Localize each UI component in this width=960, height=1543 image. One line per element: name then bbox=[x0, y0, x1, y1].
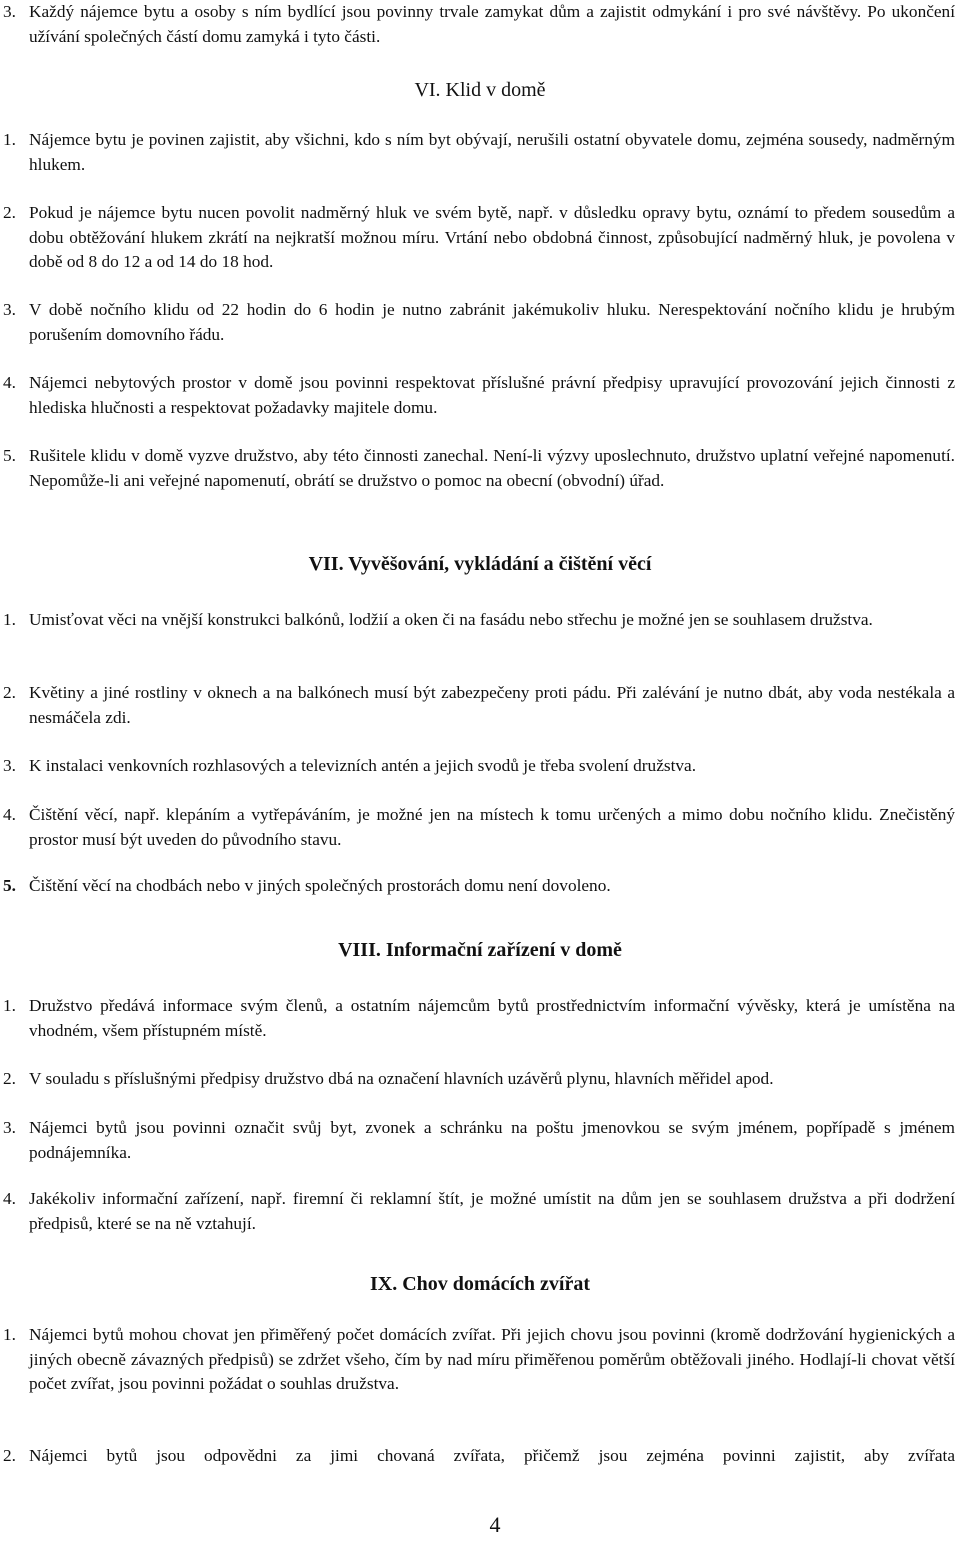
item-text: Nájemci nebytových prostor v domě jsou povinni respektovat příslušné právní předpisy upravující provozování jejich činnosti z hlediska hlučnosti a respektovat požadavky majitele domu. bbox=[29, 373, 955, 417]
item-text: Umisťovat věci na vnější konstrukci balkónů, lodžií a oken či na fasádu nebo střechu je možné jen se souhlasem družstva. bbox=[29, 610, 873, 629]
item-number: 1. bbox=[3, 1325, 16, 1344]
item-number: 4. bbox=[3, 805, 16, 824]
list-item bbox=[0, 201, 955, 275]
list-item bbox=[0, 371, 955, 420]
list-item bbox=[0, 1116, 955, 1165]
item-text: Rušitele klidu v domě vyzve družstvo, aby této činnosti zanechal. Není-li výzvy uposlechnuto, družstvo uplatní veřejné napomenutí. Nepomůže-li ani veřejné napomenutí, obrátí se družstvo o pomoc na obecní (obvodní) úřad. bbox=[29, 446, 955, 490]
item-number: 5. bbox=[3, 446, 16, 465]
page-number: 4 bbox=[489, 1512, 501, 1537]
item-number: 4. bbox=[3, 373, 16, 392]
list-item bbox=[0, 803, 955, 852]
list-item bbox=[0, 444, 955, 493]
item-text: Květiny a jiné rostliny v oknech a na balkónech musí být zabezpečeny proti pádu. Při zalévání je nutno dbát, aby voda nestékala a nesmáčela zdi. bbox=[29, 683, 955, 727]
item-text: Čištění věcí na chodbách nebo v jiných společných prostorách domu není dovoleno. bbox=[29, 876, 611, 895]
list-item bbox=[0, 1187, 955, 1236]
list-item bbox=[0, 128, 955, 177]
item-number: 1. bbox=[3, 130, 16, 149]
item-text: Čištění věcí, např. klepáním a vytřepáváním, je možné jen na místech k tomu určených a mimo dobu nočního klidu. Znečistěný prostor musí být uveden do původního stavu. bbox=[29, 805, 955, 849]
item-text: Jakékoliv informační zařízení, např. firemní či reklamní štít, je možné umístit na dům jen se souhlasem družstva a při dodržení předpisů, které se na ně vztahují. bbox=[29, 1189, 955, 1233]
item-text: Družstvo předává informace svým členů, a ostatním nájemcům bytů prostřednictvím informační vývěsky, která je umístěna na vhodném, všem přístupném místě. bbox=[29, 996, 955, 1040]
item-number: 3. bbox=[3, 2, 16, 21]
list-item bbox=[0, 1067, 955, 1092]
item-number: 2. bbox=[3, 1446, 16, 1465]
item-number: 1. bbox=[3, 610, 16, 629]
section-heading-viii: VIII. Informační zařízení v domě bbox=[338, 939, 622, 961]
section-heading-vi: VI. Klid v domě bbox=[414, 79, 546, 101]
list-item bbox=[0, 298, 955, 347]
item-text: V době nočního klidu od 22 hodin do 6 hodin je nutno zabránit jakémukoliv hluku. Nerespektování nočního klidu je hrubým porušením domovního řádu. bbox=[29, 300, 955, 344]
list-item bbox=[0, 1323, 955, 1397]
item-text: K instalaci venkovních rozhlasových a televizních antén a jejich svodů je třeba svolení družstva. bbox=[29, 756, 697, 775]
item-text: Pokud je nájemce bytu nucen povolit nadměrný hluk ve svém bytě, např. v důsledku opravy bytu, oznámí to předem sousedům a dobu obtěžování hlukem zkrátí na nejkratší možnou míru. Vrtání nebo obdobná činnost, způsobující nadměrný hluk, je povolena v době od 8 do 12 a od 14 do 18 hod. bbox=[29, 203, 955, 271]
item-text: Nájemce bytu je povinen zajistit, aby všichni, kdo s ním byt obývají, nerušili ostatní obyvatele domu, zejména sousedy, nadměrným hlukem. bbox=[29, 130, 955, 174]
item-text: Nájemci bytů jsou povinni označit svůj byt, zvonek a schránku na poštu jmenovkou se svým jménem, popřípadě s jménem podnájemníka. bbox=[29, 1118, 955, 1162]
list-item bbox=[0, 994, 955, 1043]
item-number: 3. bbox=[3, 756, 16, 775]
item-text: Nájemci bytů mohou chovat jen přiměřený počet domácích zvířat. Při jejich chovu jsou povinni (kromě dodržování hygienických a jiných obecně závazných předpisů) se zdržet všeho, čím by nad míru přiměřenou poměrům obtěžovali jiného. Hodlají-li chovat větší počet zvířat, jsou povinni požádat o souhlas družstva. bbox=[29, 1325, 955, 1393]
item-text: Každý nájemce bytu a osoby s ním bydlící jsou povinny trvale zamykat dům a zajistit odmykání i pro své návštěvy. Po ukončení užívání společných částí domu zamyká i tyto části. bbox=[29, 2, 955, 46]
item-number: 3. bbox=[3, 1118, 16, 1137]
item-number: 1. bbox=[3, 996, 16, 1015]
item-number: 2. bbox=[3, 683, 16, 702]
item-number: 4. bbox=[3, 1189, 16, 1208]
item-number: 5. bbox=[3, 876, 16, 895]
list-item bbox=[0, 681, 955, 730]
item-number: 3. bbox=[3, 300, 16, 319]
item-number: 2. bbox=[3, 1069, 16, 1088]
list-item bbox=[0, 608, 955, 633]
item-number: 2. bbox=[3, 203, 16, 222]
section-heading-ix: IX. Chov domácích zvířat bbox=[370, 1273, 590, 1295]
item-text: V souladu s příslušnými předpisy družstvo dbá na označení hlavních uzávěrů plynu, hlavních měřidel apod. bbox=[29, 1069, 774, 1088]
list-item bbox=[0, 1444, 955, 1469]
section-heading-vii: VII. Vyvěšování, vykládání a čištění věcí bbox=[308, 553, 652, 575]
list-item bbox=[0, 0, 955, 49]
item-text: Nájemci bytů jsou odpovědni za jimi chovaná zvířata, přičemž jsou zejména povinni zajistit, aby zvířata bbox=[29, 1446, 955, 1465]
list-item bbox=[0, 874, 955, 899]
list-item bbox=[0, 754, 955, 779]
